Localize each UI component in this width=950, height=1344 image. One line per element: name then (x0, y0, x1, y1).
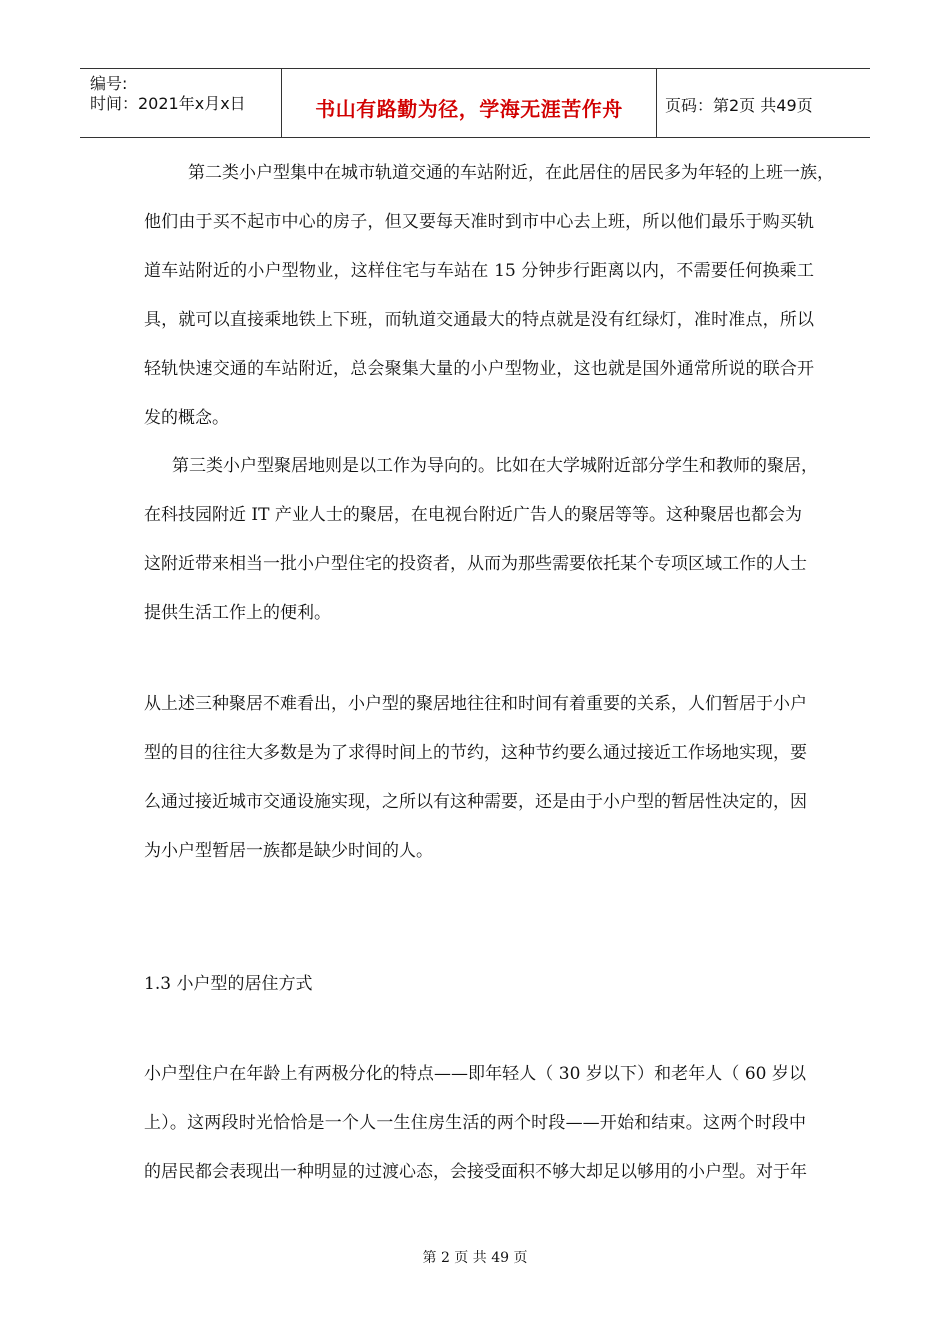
body-line: 第二类小户型集中在城市轨道交通的车站附近，在此居住的居民多为年轻的上班一族， (188, 163, 834, 183)
body-line: 么通过接近城市交通设施实现，之所以有这种需要，还是由于小户型的暂居性决定的，因 (144, 792, 807, 812)
body-line: 从上述三种聚居不难看出，小户型的聚居地往往和时间有着重要的关系，人们暂居于小户 (144, 694, 807, 714)
body-line: 第三类小户型聚居地则是以工作为导向的。比如在大学城附近部分学生和教师的聚居， (172, 456, 818, 476)
body-line: 在科技园附近 IT 产业人士的聚居，在电视台附近广告人的聚居等等。这种聚居也都会为 (144, 505, 802, 525)
body-line: 这附近带来相当一批小户型住宅的投资者，从而为那些需要依托某个专项区域工作的人士 (144, 554, 807, 574)
header-motto-cell (282, 69, 657, 137)
body-line: 型的目的往往大多数是为了求得时间上的节约，这种节约要么通过接近工作场地实现，要 (144, 743, 807, 763)
body-line: 具，就可以直接乘地铁上下班，而轨道交通最大的特点就是没有红绿灯，准时准点，所以 (144, 310, 814, 330)
header-page-cell (657, 69, 870, 137)
section-heading: 1.3 小户型的居住方式 (144, 974, 313, 994)
motto-text: 书山有路勤为径，学海无涯苦作舟 (315, 97, 623, 121)
body-line: 小户型住户在年龄上有两极分化的特点——即年轻人（ 30 岁以下）和老年人（ 60 岁以 (144, 1064, 806, 1084)
body-line: 发的概念。 (144, 408, 229, 428)
header-table (80, 68, 870, 138)
body-line: 上）。这两段时光恰恰是一个人一生住房生活的两个时段——开始和结束。这两个时段中 (144, 1113, 806, 1133)
body-line: 为小户型暂居一族都是缺少时间的人。 (144, 841, 433, 861)
body-line: 道车站附近的小户型物业，这样住宅与车站在 15 分钟步行距离以内，不需要任何换乘工 (144, 261, 814, 281)
body-line: 的居民都会表现出一种明显的过渡心态，会接受面积不够大却足以够用的小户型。对于年 (144, 1162, 807, 1182)
code-label: 编号: (90, 74, 128, 93)
body-line: 他们由于买不起市中心的房子，但又要每天准时到市中心去上班，所以他们最乐于购买轨 (144, 212, 814, 232)
page-label: 页码：第2页 共49页 (665, 96, 813, 115)
page-footer: 第 2 页 共 49 页 (422, 1250, 528, 1266)
body-line: 轻轨快速交通的车站附近，总会聚集大量的小户型物业，这也就是国外通常所说的联合开 (144, 359, 814, 379)
body-line: 提供生活工作上的便利。 (144, 603, 331, 623)
time-label: 时间：2021年x月x日 (90, 94, 246, 113)
header-info-cell (80, 69, 282, 137)
